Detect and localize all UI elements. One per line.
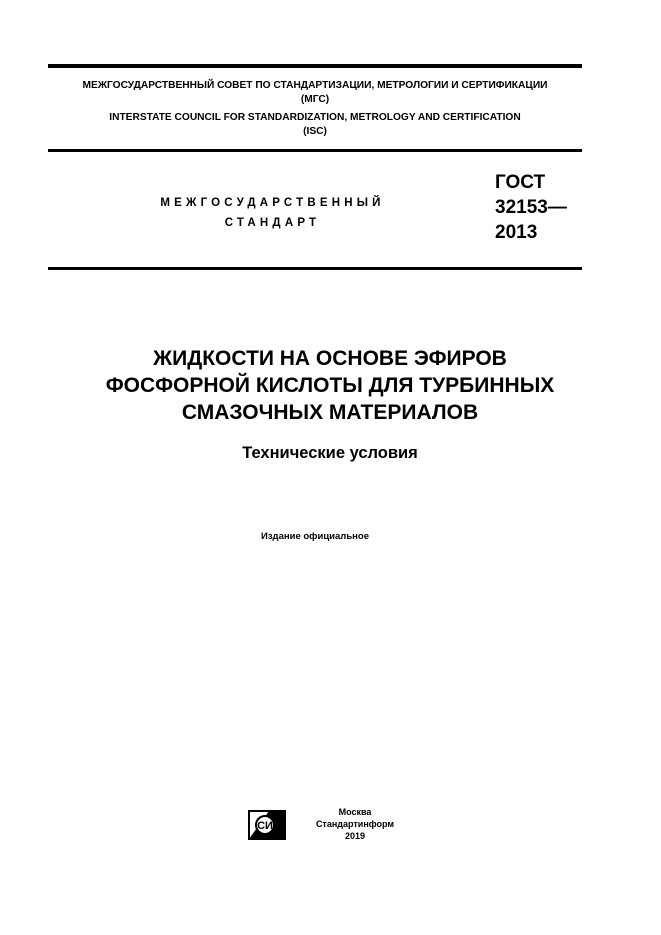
council-ru-text: МЕЖГОСУДАРСТВЕННЫЙ СОВЕТ ПО СТАНДАРТИЗАЦИИ, МЕТРОЛОГИИ И СЕРТИФИКАЦИИ (82, 80, 548, 91)
document-title (40, 345, 620, 426)
gost-label: ГОСТ (495, 172, 546, 193)
council-name-en (48, 111, 582, 139)
document-subtitle: Технические условия (242, 444, 418, 462)
council-ru-abbr: (МГС) (300, 94, 330, 105)
publisher-name: Стандартинформ (315, 819, 395, 829)
gost-number: 32153— (495, 197, 567, 218)
publisher-block (300, 806, 410, 842)
top-divider (48, 64, 582, 68)
standard-type-line2: СТАНДАРТ (224, 217, 321, 229)
council-name-ru (48, 79, 582, 107)
council-en-abbr: (ISC) (303, 126, 327, 137)
bottom-divider (48, 267, 582, 270)
standard-type-line1: МЕЖГОСУДАРСТВЕННЫЙ (160, 197, 385, 209)
standartinform-logo-icon (248, 809, 286, 841)
council-en-text: INTERSTATE COUNCIL FOR STANDARDIZATION, METROLOGY AND CERTIFICATION (109, 112, 521, 123)
gost-year: 2013 (495, 222, 538, 243)
edition-label: Издание официальное (261, 531, 369, 542)
publication-year: 2019 (344, 831, 366, 841)
title-line1: ЖИДКОСТИ НА ОСНОВЕ ЭФИРОВ (153, 347, 507, 370)
title-line2: ФОСФОРНОЙ КИСЛОТЫ ДЛЯ ТУРБИННЫХ (105, 374, 555, 397)
logo-letters: СИ (257, 820, 273, 832)
title-line3: СМАЗОЧНЫХ МАТЕРИАЛОВ (181, 401, 479, 424)
standard-type (110, 193, 435, 233)
publisher-city: Москва (338, 807, 372, 817)
gost-designation (495, 170, 567, 245)
middle-divider (48, 149, 582, 152)
